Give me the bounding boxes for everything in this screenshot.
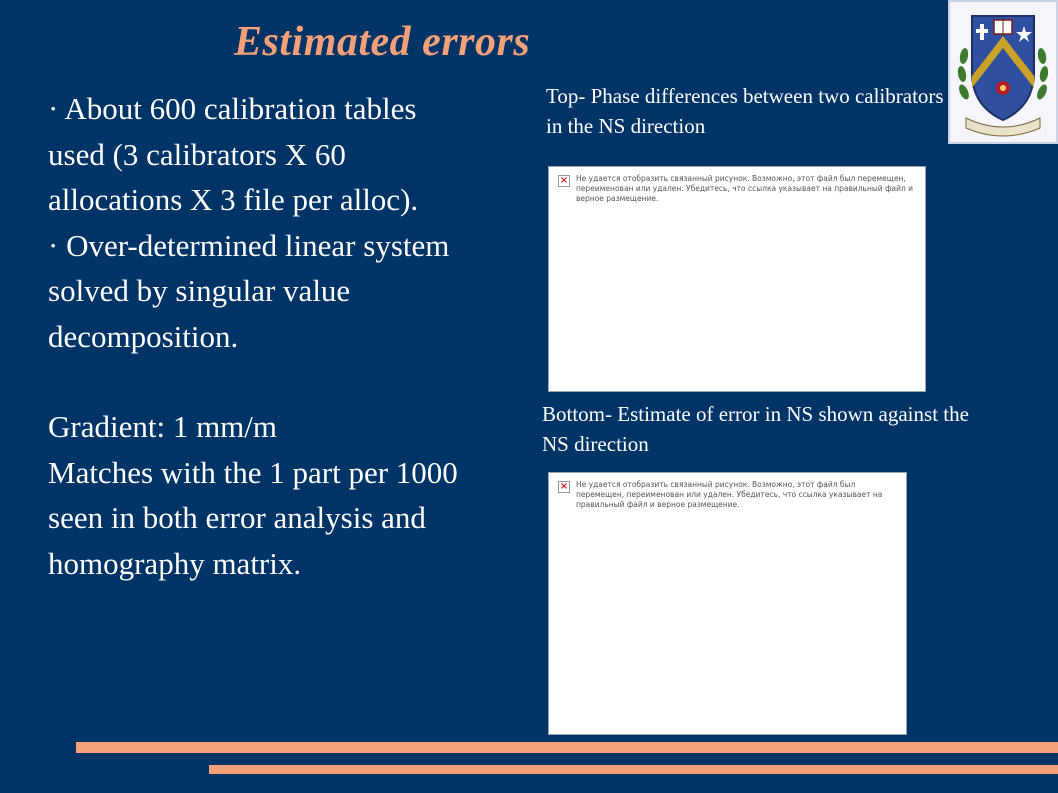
gradient-line: Gradient: 1 mm/m <box>48 409 278 444</box>
matches-text: Matches with the 1 part per 1000 seen in both error analysis and homography matrix. <box>48 454 458 581</box>
slide-title: Estimated errors <box>234 19 531 65</box>
bullet-svd: · Over-determined linear system solved by singular value decomposition. <box>48 227 450 354</box>
broken-image-icon: × <box>559 175 569 186</box>
bullet-calibration-tables: · About 600 calibration tables <box>48 91 417 126</box>
broken-image-message: Не удается отобразить связанный рисунок. Возможно, этот файл был перемещен, переименован или удален. Убедитесь, что ссылка указывает на правильный файл и верное размещение. <box>576 480 883 509</box>
broken-image-bottom <box>548 472 907 735</box>
accent-rule-lower <box>209 765 1058 774</box>
crest-icon <box>950 2 1056 142</box>
university-crest-logo <box>948 0 1058 144</box>
broken-image-top <box>548 166 926 392</box>
broken-image-message: Не удается отобразить связанный рисунок. Возможно, этот файл был перемещен, переименован или удален. Убедитесь, что ссылка указывает на правильный файл и верное размещение. <box>576 174 913 203</box>
caption-top: Top- Phase differences between two calibrators in the NS direction <box>546 84 944 138</box>
bullet-calibrators-detail: used (3 calibrators X 60 allocations X 3 file per alloc). <box>48 136 419 217</box>
body-text <box>48 86 468 586</box>
caption-bottom: Bottom- Estimate of error in NS shown against the NS direction <box>542 402 969 456</box>
broken-image-icon: × <box>559 481 569 492</box>
accent-rule-upper <box>76 742 1058 753</box>
